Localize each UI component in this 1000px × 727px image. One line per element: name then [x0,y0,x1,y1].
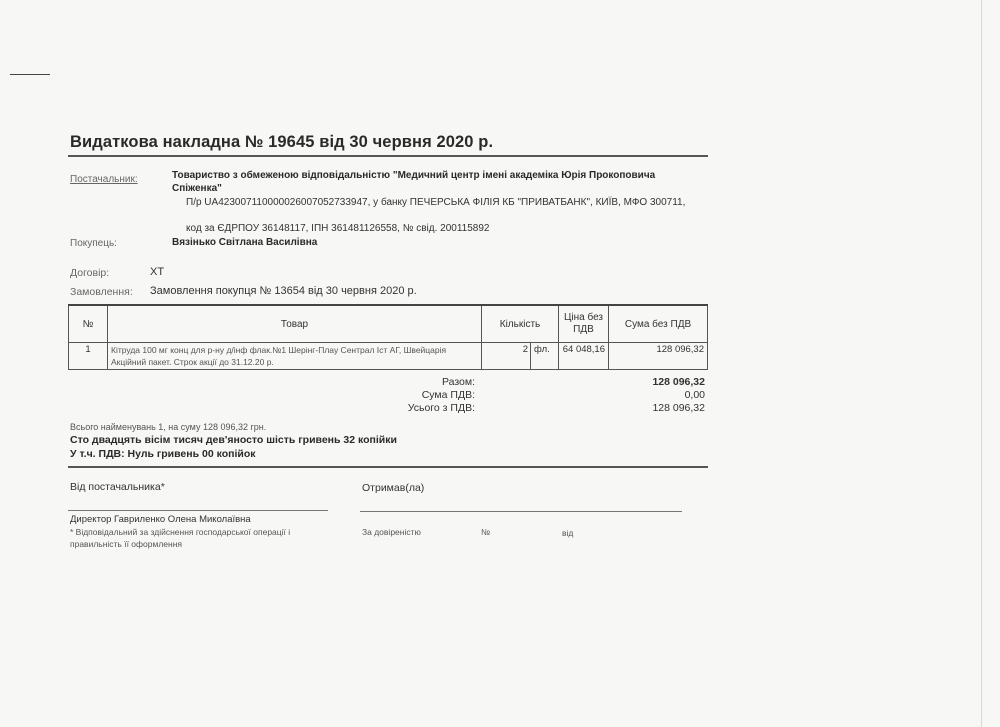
col-qty-header: Кількість [482,305,559,343]
supplier-account: П/р UA423007110000026007052733947, у банку ПЕЧЕРСЬКА ФІЛІЯ КБ "ПРИВАТБАНК", КИЇВ, МФО 300711, [186,197,686,208]
receiver-signature-line [360,511,682,512]
order-value: Замовлення покупця № 13654 від 30 червня 2020 р. [150,285,417,297]
total-label: Усього з ПДВ: [407,402,475,414]
contract-value: ХТ [150,266,165,278]
supplier-name: Товариство з обмеженою відповідальністю "Медичний центр імені академіка Юрія Прокоповича Спіженка" [172,170,656,194]
table-row [69,343,708,370]
row-qty: 2 [482,343,531,369]
col-item-header: Товар [108,305,482,343]
row-price: 64 048,16 [559,343,609,370]
attorney-number-label: № [481,527,491,537]
page-edge [981,0,982,727]
goods-table [68,304,708,370]
title-divider [68,155,708,157]
page-title: Видаткова накладна № 19645 від 30 червня 2020 р. [70,133,494,151]
supplier-label: Постачальник: [70,174,138,185]
vat-label: Сума ПДВ: [421,389,475,401]
total-value: 128 096,32 [652,402,705,414]
supplier-codes: код за ЄДРПОУ 36148117, ІПН 361481126558, № свід. 200115892 [186,223,490,234]
order-label: Замовлення: [70,286,133,298]
row-no: 1 [69,343,108,370]
buyer-name: Вязінько Світлана Василівна [172,237,318,248]
scan-artifact-mark [10,74,50,75]
supplier-signature-line [68,510,328,511]
attorney-label: За довіреністю [362,527,421,537]
amount-in-words: Сто двадцять вісім тисяч дев'яносто шість гривень 32 копійки [70,434,397,446]
director-name: Директор Гавриленко Олена Миколаївна [70,514,251,525]
items-count-line: Всього найменувань 1, на суму 128 096,32 грн. [70,422,267,432]
vat-in-words: У т.ч. ПДВ: Нуль гривень 00 копійок [70,448,256,460]
buyer-label: Покупець: [70,238,117,249]
attorney-date-label: від [562,528,574,538]
subtotal-value: 128 096,32 [652,376,705,388]
responsible-footnote: * Відповідальний за здійснення господарської операції і правильність її оформлення [70,527,291,549]
subtotal-label: Разом: [441,376,475,388]
from-supplier-label: Від постачальника* [70,481,165,493]
vat-value: 0,00 [684,389,705,401]
col-price-header: Ціна без ПДВ [559,305,609,343]
contract-label: Договір: [70,267,110,279]
row-unit: фл. [534,344,550,355]
row-sum: 128 096,32 [609,343,708,370]
summary-divider [68,466,708,468]
row-item: Кітруда 100 мг конц для р-ну д/інф флак.№1 Шерінг-Плау Сентрал Іст АГ, Швейцарія Акційний пакет. Строк акції до 31.12.20 р. [108,343,482,370]
received-label: Отримав(ла) [362,482,425,494]
col-no-header: № [69,305,108,343]
col-sum-header: Сума без ПДВ [609,305,708,343]
